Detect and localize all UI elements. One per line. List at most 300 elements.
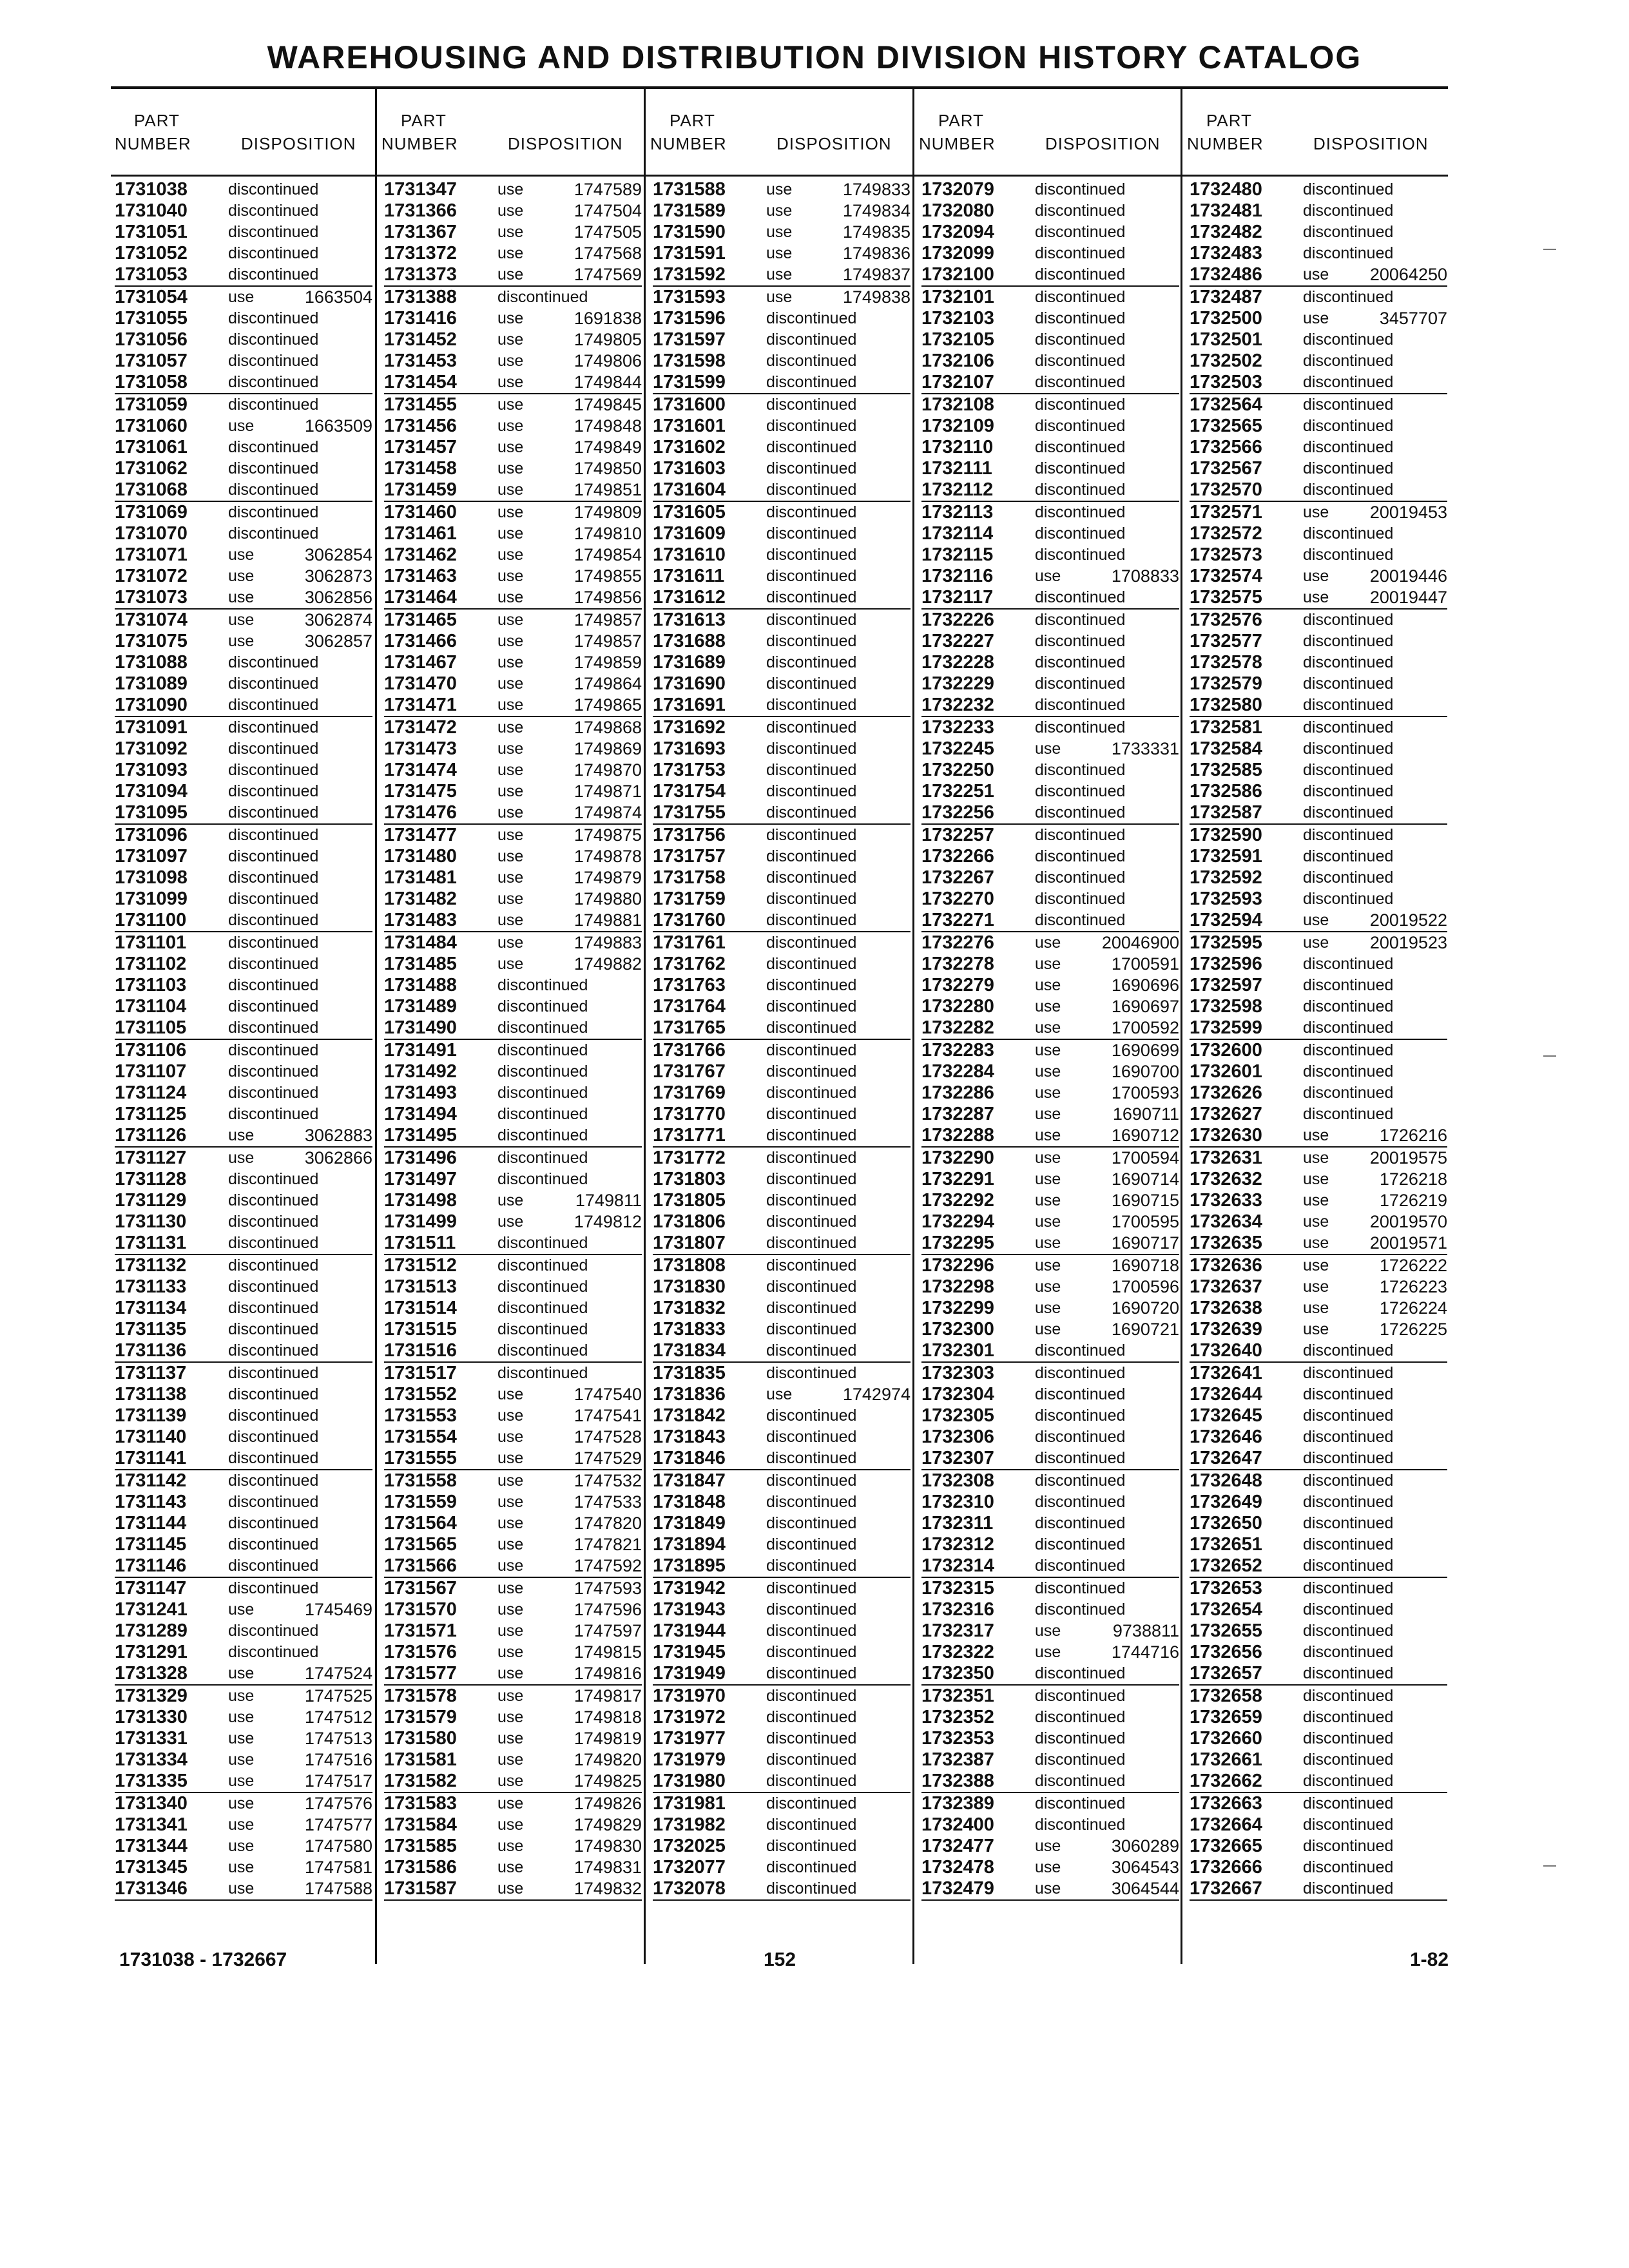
disposition-text: discontinued	[1035, 1816, 1126, 1834]
disposition-text: discontinued	[228, 180, 319, 198]
table-row	[1190, 954, 1447, 975]
row-group	[115, 1793, 372, 1901]
disposition-use: use	[1303, 1149, 1329, 1167]
part-number: 1732644	[1190, 1384, 1262, 1405]
part-number: 1731127	[115, 1148, 187, 1168]
disposition-text: discontinued	[1035, 1772, 1126, 1790]
disposition-text: discontinued	[766, 1428, 857, 1446]
replacement-part-number: 1742974	[842, 1385, 911, 1404]
part-number: 1731051	[115, 222, 188, 242]
table-row	[1190, 1298, 1447, 1319]
part-number: 1732479	[921, 1878, 994, 1899]
part-number: 1732257	[921, 825, 994, 845]
row-group	[384, 1255, 642, 1363]
part-number: 1732278	[921, 954, 994, 974]
table-row	[1190, 996, 1447, 1017]
part-number: 1731093	[115, 760, 188, 780]
row-group	[921, 610, 1179, 717]
disposition-use: use	[497, 740, 524, 758]
table-row	[921, 1728, 1179, 1749]
disposition-use: use	[1303, 1320, 1329, 1338]
disposition-use: use	[497, 180, 524, 198]
disposition-text: discontinued	[766, 1879, 857, 1898]
replacement-part-number: 1747525	[304, 1686, 372, 1706]
table-row	[115, 631, 372, 652]
disposition-use: use	[497, 503, 524, 521]
disposition-use: use	[1035, 1126, 1061, 1144]
row-group	[384, 1578, 642, 1686]
table-row	[384, 1878, 642, 1899]
disposition-use: use	[228, 1794, 255, 1812]
disposition-use: use	[497, 632, 524, 650]
part-number: 1731073	[115, 587, 188, 608]
part-number: 1731142	[115, 1470, 187, 1491]
part-number: 1731059	[115, 394, 188, 415]
disposition-text: discontinued	[228, 373, 319, 391]
disposition-text: discontinued	[228, 997, 319, 1015]
table-row	[1190, 243, 1447, 264]
part-number: 1732666	[1190, 1857, 1262, 1878]
table-row	[115, 1578, 372, 1599]
disposition-text: discontinued	[766, 1535, 857, 1553]
table-row	[653, 394, 911, 416]
table-row	[1190, 437, 1447, 458]
table-row	[1190, 1384, 1447, 1405]
disposition-use: use	[1303, 309, 1329, 327]
part-number: 1731464	[384, 587, 457, 608]
replacement-part-number: 1749879	[574, 868, 642, 887]
table-row	[921, 1233, 1179, 1254]
disposition-text: discontinued	[766, 761, 857, 779]
disposition-text: discontinued	[1303, 1514, 1394, 1532]
part-number: 1732658	[1190, 1686, 1262, 1706]
replacement-part-number: 1749806	[574, 351, 642, 370]
part-number: 1732577	[1190, 631, 1262, 651]
replacement-part-number: 1747580	[304, 1836, 372, 1856]
disposition-text: discontinued	[1303, 481, 1394, 499]
part-number: 1731577	[384, 1663, 457, 1684]
part-number: 1732105	[921, 329, 994, 350]
part-number: 1731578	[384, 1686, 457, 1706]
part-number: 1732025	[653, 1836, 726, 1856]
disposition-use: use	[1035, 1256, 1061, 1274]
disposition-use: use	[1035, 1299, 1061, 1317]
row-group	[115, 287, 372, 394]
part-number: 1731610	[653, 544, 726, 565]
table-row	[921, 760, 1179, 781]
header-disposition-label: DISPOSITION	[1045, 134, 1161, 153]
replacement-part-number: 1749835	[842, 222, 911, 242]
disposition-use: use	[497, 826, 524, 844]
replacement-part-number: 1747512	[304, 1707, 372, 1727]
table-row	[653, 179, 911, 200]
part-number: 1731143	[115, 1492, 187, 1512]
replacement-part-number: 1690714	[1111, 1169, 1179, 1189]
part-number: 1731147	[115, 1578, 187, 1599]
disposition-text: discontinued	[497, 1019, 588, 1037]
part-number: 1731329	[115, 1686, 188, 1706]
part-number: 1731842	[653, 1405, 726, 1426]
part-number: 1731466	[384, 631, 457, 651]
table-row	[115, 1470, 372, 1492]
table-row	[921, 1125, 1179, 1146]
table-row	[115, 1169, 372, 1190]
table-row	[1190, 1492, 1447, 1513]
table-row	[384, 437, 642, 458]
replacement-part-number: 1749856	[574, 588, 642, 607]
table-row	[653, 1663, 911, 1684]
part-number: 1732646	[1190, 1427, 1262, 1447]
table-row	[384, 975, 642, 996]
disposition-text: discontinued	[766, 696, 857, 714]
disposition-text: discontinued	[1303, 1428, 1394, 1446]
disposition-text: discontinued	[1035, 331, 1126, 349]
row-group	[1190, 825, 1447, 932]
disposition-text: discontinued	[766, 1751, 857, 1769]
table-row	[1190, 351, 1447, 372]
disposition-text: discontinued	[766, 1493, 857, 1511]
part-number: 1731808	[653, 1255, 726, 1276]
header-number-label: NUMBER	[115, 134, 191, 153]
replacement-part-number: 1700591	[1111, 954, 1179, 974]
part-number: 1731052	[115, 243, 188, 264]
disposition-use: use	[228, 288, 255, 306]
part-number: 1731591	[653, 243, 726, 264]
table-row	[653, 717, 911, 738]
part-number: 1732664	[1190, 1814, 1262, 1835]
disposition-text: discontinued	[1035, 588, 1126, 606]
replacement-part-number: 3062857	[304, 631, 372, 651]
replacement-part-number: 1747513	[304, 1729, 372, 1748]
row-group	[653, 287, 911, 394]
table-row	[115, 1686, 372, 1707]
table-row	[653, 1707, 911, 1728]
table-row	[115, 717, 372, 738]
part-number: 1731592	[653, 264, 726, 285]
disposition-text: discontinued	[228, 1234, 319, 1252]
table-row	[384, 846, 642, 867]
replacement-part-number: 1749818	[574, 1707, 642, 1727]
part-number: 1732296	[921, 1255, 994, 1276]
replacement-part-number: 1749837	[842, 265, 911, 284]
table-row	[653, 1017, 911, 1039]
table-row	[1190, 1534, 1447, 1555]
part-number: 1731128	[115, 1169, 187, 1189]
part-number: 1732251	[921, 781, 994, 802]
replacement-part-number: 1726224	[1379, 1298, 1447, 1318]
part-number: 1731570	[384, 1599, 457, 1620]
replacement-part-number: 1749834	[842, 201, 911, 220]
disposition-text: discontinued	[497, 288, 588, 306]
table-row	[1190, 1319, 1447, 1340]
table-row	[115, 889, 372, 910]
part-number: 1732271	[921, 910, 994, 930]
table-row	[384, 1148, 642, 1169]
row-group	[653, 717, 911, 825]
disposition-text: discontinued	[1035, 352, 1126, 370]
disposition-text: discontinued	[228, 1299, 319, 1317]
disposition-use: use	[497, 1858, 524, 1876]
disposition-text: discontinued	[766, 976, 857, 994]
replacement-part-number: 1747540	[574, 1385, 642, 1404]
table-row	[384, 1104, 642, 1125]
disposition-text: discontinued	[766, 331, 857, 349]
table-row	[653, 1814, 911, 1836]
catalog-column	[1190, 179, 1447, 1901]
replacement-part-number: 20019575	[1369, 1148, 1447, 1168]
disposition-use: use	[497, 675, 524, 693]
disposition-text: discontinued	[766, 1664, 857, 1682]
header-number-label: NUMBER	[650, 134, 727, 153]
disposition-text: discontinued	[1303, 180, 1394, 198]
disposition-use: use	[497, 481, 524, 499]
part-number: 1731771	[653, 1125, 726, 1146]
table-row	[1190, 1620, 1447, 1642]
disposition-text: discontinued	[228, 396, 319, 414]
disposition-text: discontinued	[228, 1557, 319, 1575]
table-row	[384, 738, 642, 760]
part-number: 1731514	[384, 1298, 457, 1318]
part-number: 1732632	[1190, 1169, 1262, 1189]
disposition-use: use	[1303, 1170, 1329, 1188]
part-number: 1731493	[384, 1082, 457, 1103]
disposition-text: discontinued	[1035, 1428, 1126, 1446]
disposition-text: discontinued	[1303, 459, 1394, 477]
part-number: 1731690	[653, 673, 726, 694]
row-group	[1190, 502, 1447, 610]
part-number: 1731071	[115, 544, 188, 565]
part-number: 1731767	[653, 1061, 726, 1082]
replacement-part-number: 1690721	[1111, 1320, 1179, 1339]
table-row	[115, 1233, 372, 1254]
table-row	[921, 1814, 1179, 1836]
disposition-text: discontinued	[1035, 1385, 1126, 1403]
replacement-part-number: 1726222	[1379, 1256, 1447, 1275]
table-row	[384, 889, 642, 910]
table-row	[653, 738, 911, 760]
disposition-text: discontinued	[1035, 459, 1126, 477]
table-row	[384, 1276, 642, 1298]
part-number: 1731341	[115, 1814, 188, 1835]
disposition-text: discontinued	[1303, 396, 1394, 414]
disposition-text: discontinued	[766, 373, 857, 391]
part-number: 1732388	[921, 1771, 994, 1791]
replacement-part-number: 1691838	[574, 309, 642, 328]
part-number: 1732229	[921, 673, 994, 694]
table-row	[384, 825, 642, 846]
part-number: 1731454	[384, 372, 457, 392]
part-number: 1732483	[1190, 243, 1262, 264]
part-number: 1732597	[1190, 975, 1262, 995]
part-number: 1732112	[921, 479, 994, 500]
disposition-text: discontinued	[766, 1643, 857, 1661]
disposition-text: discontinued	[228, 1278, 319, 1296]
header-part-label: PART	[1206, 111, 1252, 130]
disposition-text: discontinued	[1035, 1579, 1126, 1597]
disposition-text: discontinued	[1303, 1407, 1394, 1425]
table-row	[1190, 889, 1447, 910]
row-group	[384, 1793, 642, 1901]
disposition-use: use	[1035, 1062, 1061, 1081]
disposition-text: discontinued	[228, 1213, 319, 1231]
table-row	[653, 1836, 911, 1857]
table-row	[1190, 372, 1447, 393]
part-number: 1732478	[921, 1857, 994, 1878]
disposition-text: discontinued	[228, 911, 319, 929]
part-number: 1732292	[921, 1190, 994, 1211]
table-row	[653, 566, 911, 587]
header-part-label: PART	[134, 111, 180, 130]
disposition-use: use	[228, 1600, 255, 1619]
table-row	[384, 200, 642, 222]
table-row	[115, 996, 372, 1017]
table-row	[653, 932, 911, 954]
disposition-text: discontinued	[1303, 675, 1394, 693]
table-row	[653, 889, 911, 910]
disposition-use: use	[497, 869, 524, 887]
part-number: 1732276	[921, 932, 994, 953]
table-row	[921, 1707, 1179, 1728]
disposition-use: use	[497, 1772, 524, 1790]
table-row	[1190, 1448, 1447, 1469]
disposition-text: discontinued	[228, 826, 319, 844]
part-number: 1731977	[653, 1728, 726, 1749]
table-row	[384, 1363, 642, 1384]
disposition-text: discontinued	[228, 438, 319, 456]
replacement-part-number: 1747529	[574, 1448, 642, 1468]
table-row	[115, 523, 372, 544]
disposition-text: discontinued	[228, 1449, 319, 1467]
part-number: 1731598	[653, 351, 726, 371]
disposition-text: discontinued	[766, 588, 857, 606]
disposition-text: discontinued	[228, 803, 319, 822]
disposition-use: use	[1035, 997, 1061, 1015]
row-group	[1190, 1148, 1447, 1255]
part-number: 1731471	[384, 695, 457, 715]
disposition-text: discontinued	[1035, 696, 1126, 714]
header-disposition-label: DISPOSITION	[1313, 134, 1429, 153]
replacement-part-number: 1749864	[574, 674, 642, 693]
part-number: 1731691	[653, 695, 726, 715]
row-group	[653, 1040, 911, 1148]
disposition-use: use	[497, 1493, 524, 1511]
part-number: 1731124	[115, 1082, 187, 1103]
row-group	[1190, 1363, 1447, 1470]
table-row	[921, 717, 1179, 738]
part-number: 1731347	[384, 179, 457, 200]
replacement-part-number: 1749836	[842, 244, 911, 263]
part-number: 1731091	[115, 717, 188, 738]
disposition-text: discontinued	[228, 1256, 319, 1274]
table-row	[384, 1749, 642, 1771]
part-number: 1731334	[115, 1749, 188, 1770]
table-row	[115, 479, 372, 501]
disposition-text: discontinued	[766, 1622, 857, 1640]
part-number: 1731602	[653, 437, 726, 457]
disposition-text: discontinued	[1035, 373, 1126, 391]
table-row	[384, 1082, 642, 1104]
table-row	[653, 1384, 911, 1405]
part-number: 1731494	[384, 1104, 457, 1124]
table-row	[1190, 802, 1447, 823]
table-row	[921, 1104, 1179, 1125]
table-row	[115, 1642, 372, 1663]
part-number: 1731106	[115, 1040, 187, 1061]
part-number: 1731070	[115, 523, 188, 544]
disposition-use: use	[497, 1664, 524, 1682]
disposition-use: use	[497, 1557, 524, 1575]
part-number: 1732279	[921, 975, 994, 995]
part-number: 1732601	[1190, 1061, 1262, 1082]
table-row	[921, 479, 1179, 501]
disposition-text: discontinued	[228, 934, 319, 952]
disposition-text: discontinued	[1035, 826, 1126, 844]
table-row	[653, 954, 911, 975]
table-row	[384, 610, 642, 631]
part-number: 1731835	[653, 1363, 726, 1383]
disposition-text: discontinued	[766, 1341, 857, 1360]
part-number: 1731846	[653, 1448, 726, 1468]
disposition-text: discontinued	[766, 955, 857, 973]
header-number-label: NUMBER	[381, 134, 458, 153]
table-row	[384, 1599, 642, 1620]
part-number: 1732635	[1190, 1233, 1262, 1253]
disposition-text: discontinued	[1035, 675, 1126, 693]
table-row	[921, 1470, 1179, 1492]
table-row	[384, 1771, 642, 1792]
disposition-text: discontinued	[228, 1407, 319, 1425]
replacement-part-number: 1749830	[574, 1836, 642, 1856]
disposition-text: discontinued	[228, 890, 319, 908]
disposition-text: discontinued	[228, 1364, 319, 1382]
part-number: 1731100	[115, 910, 187, 930]
replacement-part-number: 1749833	[842, 180, 911, 199]
part-number: 1731944	[653, 1620, 726, 1641]
part-number: 1732571	[1190, 502, 1262, 523]
disposition-use: use	[228, 1816, 255, 1834]
disposition-use: use	[1303, 588, 1329, 606]
table-row	[384, 1233, 642, 1254]
row-group	[115, 1363, 372, 1470]
part-number: 1731328	[115, 1663, 188, 1684]
disposition-use: use	[1035, 976, 1061, 994]
catalog-column	[653, 179, 911, 1901]
part-number: 1732482	[1190, 222, 1262, 242]
part-number: 1732580	[1190, 695, 1262, 715]
part-number: 1732581	[1190, 717, 1262, 738]
part-number: 1732639	[1190, 1319, 1262, 1340]
table-row	[653, 1534, 911, 1555]
table-row	[921, 351, 1179, 372]
table-row	[653, 1363, 911, 1384]
disposition-text: discontinued	[1303, 740, 1394, 758]
part-number: 1731241	[115, 1599, 188, 1620]
table-row	[1190, 1578, 1447, 1599]
part-number: 1731587	[384, 1878, 457, 1899]
part-number: 1731137	[115, 1363, 187, 1383]
table-row	[115, 673, 372, 695]
table-row	[115, 200, 372, 222]
table-row	[115, 1384, 372, 1405]
table-row	[1190, 846, 1447, 867]
part-number: 1732567	[1190, 458, 1262, 479]
table-row	[384, 264, 642, 285]
disposition-text: discontinued	[1303, 1449, 1394, 1467]
table-row	[921, 372, 1179, 393]
part-number: 1731600	[653, 394, 726, 415]
part-number: 1731559	[384, 1492, 457, 1512]
part-number: 1731847	[653, 1470, 726, 1491]
